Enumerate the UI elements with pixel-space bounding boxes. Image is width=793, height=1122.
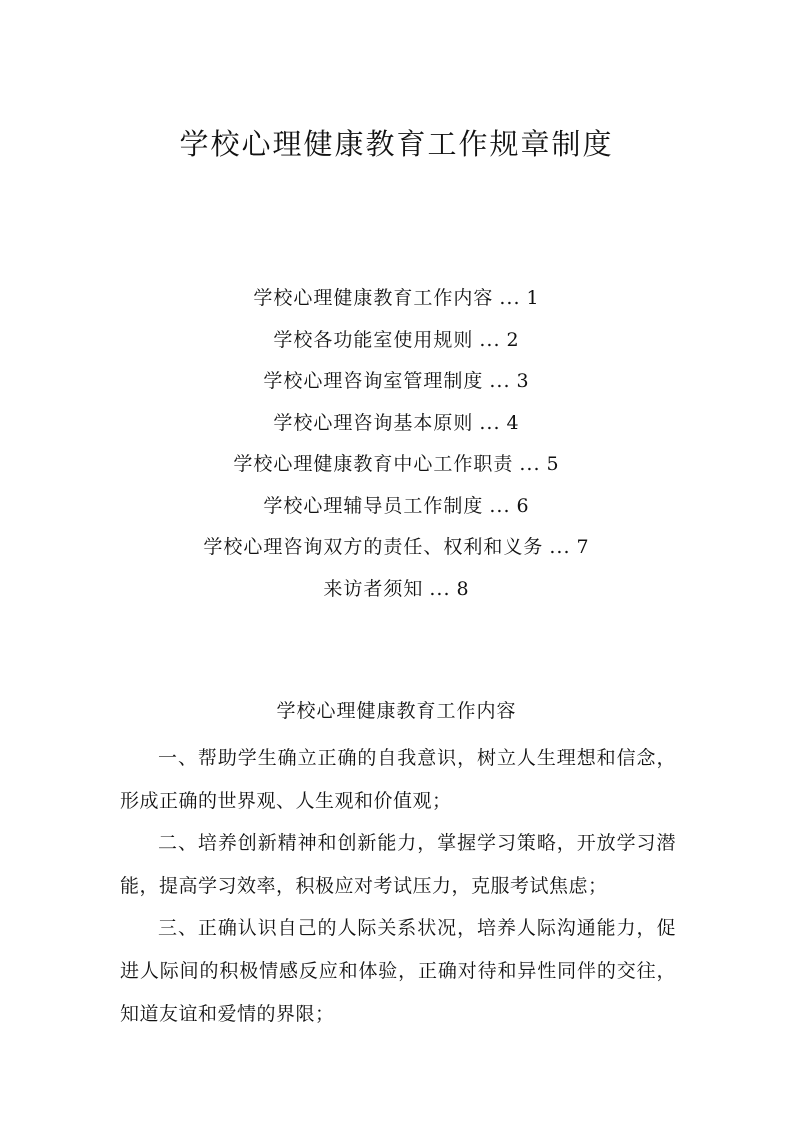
- toc-entry-label: 学校心理咨询双方的责任、权利和义务: [203, 536, 544, 558]
- table-of-contents: [0, 278, 793, 610]
- toc-entry: [0, 403, 793, 445]
- toc-entry-label: 学校心理健康教育工作内容: [253, 287, 494, 309]
- toc-entry: [0, 320, 793, 362]
- section-heading: 学校心理健康教育工作内容: [276, 700, 517, 722]
- toc-entry-dots: ...: [489, 494, 511, 517]
- toc-entry-label: 学校各功能室使用规则: [273, 328, 474, 351]
- section-body: [120, 737, 676, 1035]
- toc-entry-label: 学校心理辅导员工作制度: [263, 494, 484, 517]
- body-paragraph: 一、帮助学生确立正确的自我意识，树立人生理想和信念，形成正确的世界观、人生观和价值观；: [120, 747, 676, 812]
- toc-entry-label: 学校心理咨询基本原则: [273, 411, 474, 434]
- toc-entry-page: 1: [526, 287, 540, 309]
- toc-entry: [0, 569, 793, 611]
- document-title: 学校心理健康教育工作规章制度: [179, 127, 614, 161]
- toc-entry-dots: ...: [479, 328, 501, 351]
- toc-entry-dots: ...: [429, 577, 451, 600]
- toc-entry-dots: ...: [479, 411, 501, 434]
- toc-entry-label: 学校心理咨询室管理制度: [263, 370, 484, 392]
- toc-entry: [0, 278, 793, 320]
- toc-entry: [0, 444, 793, 486]
- toc-entry: [0, 361, 793, 403]
- toc-entry-dots: ...: [499, 287, 521, 309]
- toc-entry-page: 5: [546, 453, 560, 475]
- toc-entry-dots: ...: [549, 536, 571, 558]
- toc-entry-dots: ...: [489, 370, 511, 392]
- toc-entry-label: 来访者须知: [323, 577, 424, 600]
- toc-entry-page: 2: [506, 328, 520, 351]
- toc-entry-label: 学校心理健康教育中心工作职责: [233, 453, 514, 475]
- toc-entry-page: 7: [576, 536, 590, 558]
- toc-entry-page: 3: [516, 370, 530, 392]
- toc-entry-dots: ...: [519, 453, 541, 475]
- body-paragraph: 二、培养创新精神和创新能力，掌握学习策略，开放学习潜能，提高学习效率，积极应对考试压力，克服考试焦虑；: [120, 832, 676, 897]
- toc-entry-page: 8: [456, 577, 470, 600]
- body-paragraph: 三、正确认识自己的人际关系状况，培养人际沟通能力，促进人际间的积极情感反应和体验，正确对待和异性同伴的交往，知道友谊和爱情的界限；: [120, 917, 676, 1025]
- toc-entry: [0, 527, 793, 569]
- toc-entry: [0, 486, 793, 528]
- toc-entry-page: 6: [516, 494, 530, 517]
- toc-entry-page: 4: [506, 411, 520, 434]
